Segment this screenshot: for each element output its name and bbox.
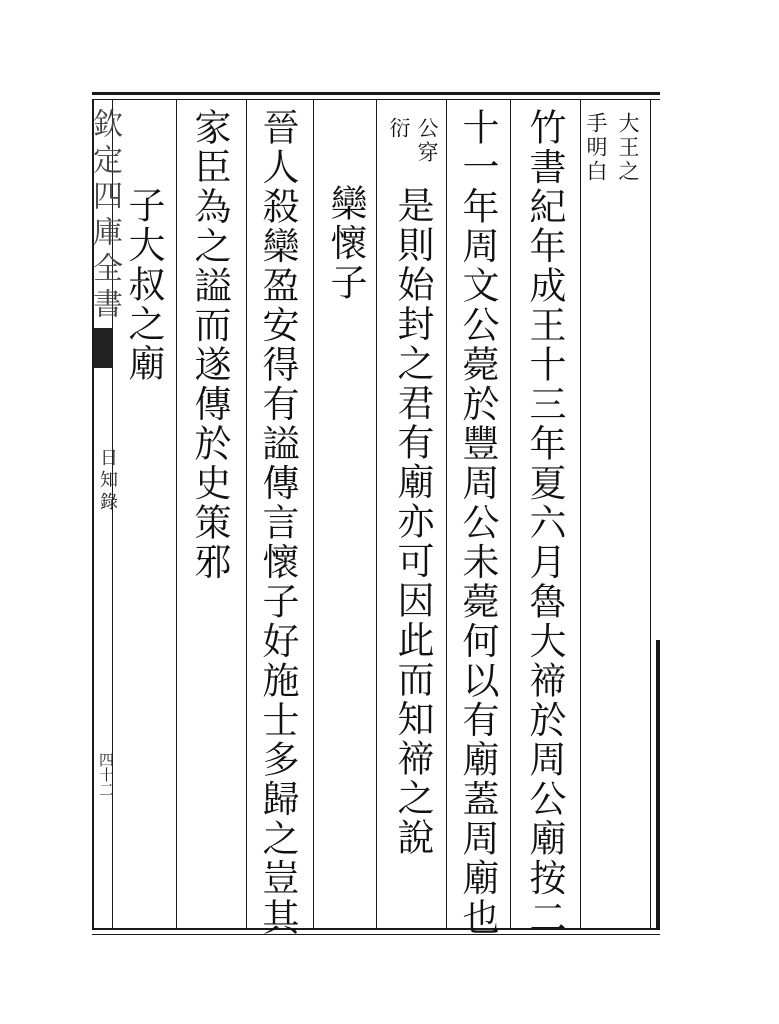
column-divider [580,99,581,929]
text-column-4: 晉人殺欒盈安得有謚傳言懷子好施士多歸之豈其 [256,108,299,938]
column-divider [376,99,377,929]
text-column-3: 是則始封之君有廟亦可因此而知禘之說 [391,186,434,858]
text-column-2: 十一年周文公薨於豐周公未薨何以有廟蓋周廟也 [456,108,499,938]
heading-zidashu-temple: 子大叔之廟 [122,186,165,384]
column-divider [176,99,177,929]
annotation-top-1: 大王之 [616,112,640,184]
bottom-border-thin [92,934,660,935]
book-title: 日知錄 [97,448,118,514]
column-divider [510,99,511,929]
text-column-5: 家臣為之謚而遂傳於史策邪 [188,108,231,582]
top-border-thick [92,92,660,95]
column-divider [246,99,247,929]
annotation-top-2: 手明白 [584,112,608,184]
collection-title: 欽定四庫全書 [87,108,122,324]
column-divider [446,99,447,929]
text-column-1: 竹書紀年成王十三年夏六月魯大禘於周公廟按二 [523,108,566,938]
right-border-thick [656,640,660,930]
fishtail-marker [94,328,112,368]
column-divider [313,99,314,929]
annotation-gongyan-b: 衍 [387,117,411,141]
heading-luan-huaizi: 欒懷子 [324,184,367,303]
annotation-gongyan-a: 公穿 [415,117,439,165]
page-number: 四十二 [97,752,115,797]
right-border-thin [650,99,651,929]
